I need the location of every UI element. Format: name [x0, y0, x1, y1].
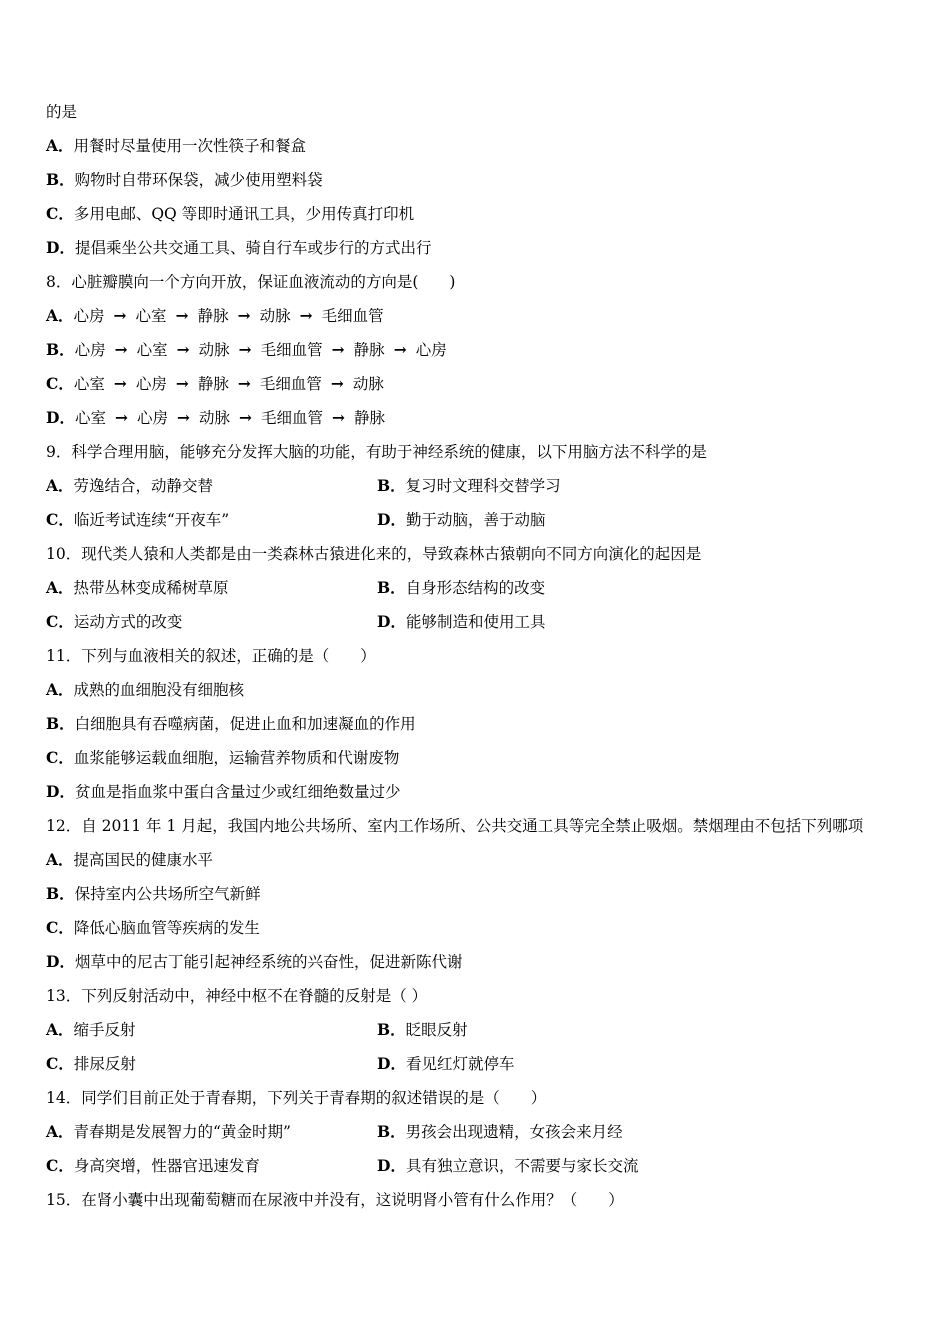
option-label: D．	[377, 510, 406, 529]
question-12-stem: 12．自 2011 年 1 月起，我国内地公共场所、室内工作场所、公共交通工具等完全禁止吸烟。禁烟理由不包括下列哪项	[46, 817, 864, 835]
q13-option-d	[377, 1054, 514, 1074]
flow-step: 心室	[73, 375, 105, 393]
q10-option-b	[377, 578, 545, 598]
option-text: 自身形态结构的改变	[405, 579, 546, 597]
right-arrow-icon: →	[113, 374, 127, 393]
option-label: B．	[46, 340, 75, 359]
right-arrow-icon: →	[237, 306, 251, 325]
right-arrow-icon: →	[331, 340, 345, 359]
flow-step: 心室	[135, 307, 167, 325]
q12-option-a	[46, 850, 213, 870]
option-label: B．	[46, 170, 75, 189]
option-label: A．	[46, 1020, 74, 1039]
flow-step: 心房	[74, 341, 106, 359]
option-label: D．	[377, 612, 406, 631]
q11-option-d	[46, 782, 400, 802]
option-text: 排尿反射	[73, 1055, 136, 1073]
option-label: D．	[46, 952, 75, 971]
q13-option-c	[46, 1054, 136, 1074]
question-13-stem: 13．下列反射活动中，神经中枢不在脊髓的反射是（ ）	[46, 987, 428, 1005]
question-7-continuation: 的是	[46, 103, 78, 121]
flow-step: 静脉	[197, 375, 229, 393]
option-text: 降低心脑血管等疾病的发生	[73, 919, 260, 937]
option-label: B．	[377, 578, 406, 597]
q9-option-a	[46, 476, 213, 496]
q14-option-b	[377, 1122, 623, 1142]
question-11-stem: 11．下列与血液相关的叙述，正确的是（ ）	[46, 647, 376, 665]
q14-option-a	[46, 1122, 291, 1142]
option-label: C．	[46, 1156, 74, 1175]
option-text: 劳逸结合，动静交替	[73, 477, 214, 495]
option-text: 运动方式的改变	[73, 613, 183, 631]
option-text: 贫血是指血浆中蛋白含量过少或红细绝数量过少	[74, 783, 401, 801]
option-label: D．	[46, 408, 75, 427]
flow-step: 心房	[73, 307, 105, 325]
flow-step: 静脉	[353, 341, 385, 359]
q11-option-c	[46, 748, 399, 768]
option-label: D．	[377, 1156, 406, 1175]
right-arrow-icon: →	[175, 374, 189, 393]
option-text: 热带丛林变成稀树草原	[73, 579, 229, 597]
option-label: A．	[46, 1122, 74, 1141]
option-label: C．	[46, 918, 74, 937]
question-14-stem: 14．同学们目前正处于青春期，下列关于青春期的叙述错误的是（ ）	[46, 1089, 547, 1107]
option-label: D．	[377, 1054, 406, 1073]
option-label: C．	[46, 748, 74, 767]
flow-step: 心房	[136, 409, 168, 427]
option-text: 身高突增，性器官迅速发育	[73, 1157, 260, 1175]
q14-option-d	[377, 1156, 638, 1176]
flow-step: 动脉	[259, 307, 291, 325]
option-label: B．	[46, 714, 75, 733]
question-9-stem: 9．科学合理用脑，能够充分发挥大脑的功能，有助于神经系统的健康，以下用脑方法不科学的是	[46, 443, 707, 461]
option-text: 眨眼反射	[405, 1021, 468, 1039]
q10-option-a	[46, 578, 229, 598]
flow-step: 动脉	[198, 409, 230, 427]
right-arrow-icon: →	[238, 340, 252, 359]
option-text: 提倡乘坐公共交通工具、骑自行车或步行的方式出行	[74, 239, 432, 257]
option-text: 多用电邮、QQ 等即时通讯工具，少用传真打印机	[73, 205, 415, 223]
option-text: 购物时自带环保袋，减少使用塑料袋	[74, 171, 323, 189]
option-label: C．	[46, 510, 74, 529]
q13-option-a	[46, 1020, 136, 1040]
option-label: B．	[377, 1122, 406, 1141]
flow-step: 动脉	[352, 375, 384, 393]
option-label: D．	[46, 782, 75, 801]
option-text: 用餐时尽量使用一次性筷子和餐盒	[73, 137, 307, 155]
right-arrow-icon: →	[237, 374, 251, 393]
option-label: C．	[46, 204, 74, 223]
option-text: 保持室内公共场所空气新鲜	[74, 885, 261, 903]
option-label: B．	[377, 1020, 406, 1039]
flow-step: 动脉	[198, 341, 230, 359]
option-label: A．	[46, 850, 74, 869]
option-label: A．	[46, 136, 74, 155]
right-arrow-icon: →	[175, 306, 189, 325]
right-arrow-icon: →	[114, 340, 128, 359]
flow-step: 心室	[74, 409, 106, 427]
q7-option-a	[46, 136, 306, 156]
option-label: C．	[46, 612, 74, 631]
q8-option-d	[46, 408, 385, 428]
option-text: 缩手反射	[73, 1021, 136, 1039]
question-8-stem: 8．心脏瓣膜向一个方向开放，保证血液流动的方向是( )	[46, 273, 456, 291]
option-label: B．	[46, 884, 75, 903]
option-text: 勤于动脑，善于动脑	[405, 511, 546, 529]
option-label: B．	[377, 476, 406, 495]
q10-option-c	[46, 612, 182, 632]
option-text: 成熟的血细胞没有细胞核	[73, 681, 245, 699]
option-label: C．	[46, 1054, 74, 1073]
option-text: 青春期是发展智力的“黄金时期”	[73, 1123, 291, 1141]
question-15-stem: 15．在肾小囊中出现葡萄糖而在尿液中并没有，这说明肾小管有什么作用？（ ）	[46, 1191, 624, 1209]
q8-option-a	[46, 306, 384, 326]
right-arrow-icon: →	[176, 408, 190, 427]
flow-step: 心房	[135, 375, 167, 393]
option-text: 具有独立意识，不需要与家长交流	[405, 1157, 639, 1175]
q12-option-c	[46, 918, 260, 938]
q8-option-b	[46, 340, 447, 360]
flow-step: 心室	[136, 341, 168, 359]
q10-option-d	[377, 612, 545, 632]
right-arrow-icon: →	[393, 340, 407, 359]
option-text: 血浆能够运载血细胞，运输营养物质和代谢废物	[73, 749, 400, 767]
q8-option-c	[46, 374, 384, 394]
flow-step: 毛细血管	[321, 307, 384, 325]
q9-option-d	[377, 510, 545, 530]
option-text: 临近考试连续“开夜车”	[73, 511, 230, 529]
q7-option-d	[46, 238, 431, 258]
question-10-stem: 10．现代类人猿和人类都是由一类森林古猿进化来的，导致森林古猿朝向不同方向演化的起因是	[46, 545, 702, 563]
flow-step: 毛细血管	[260, 341, 323, 359]
option-label: C．	[46, 374, 74, 393]
q9-option-b	[377, 476, 561, 496]
q7-option-c	[46, 204, 414, 224]
option-label: A．	[46, 578, 74, 597]
option-label: D．	[46, 238, 75, 257]
q14-option-c	[46, 1156, 260, 1176]
right-arrow-icon: →	[330, 374, 344, 393]
flow-step: 毛细血管	[259, 375, 322, 393]
flow-step: 静脉	[197, 307, 229, 325]
option-text: 能够制造和使用工具	[405, 613, 546, 631]
flow-step: 毛细血管	[261, 409, 324, 427]
right-arrow-icon: →	[332, 408, 346, 427]
option-text: 复习时文理科交替学习	[405, 477, 561, 495]
option-text: 男孩会出现遗精，女孩会来月经	[405, 1123, 623, 1141]
q11-option-b	[46, 714, 416, 734]
q12-option-d	[46, 952, 462, 972]
option-label: A．	[46, 476, 74, 495]
right-arrow-icon: →	[113, 306, 127, 325]
right-arrow-icon: →	[299, 306, 313, 325]
flow-step: 心房	[415, 341, 447, 359]
option-text: 烟草中的尼古丁能引起神经系统的兴奋性，促进新陈代谢	[74, 953, 463, 971]
option-text: 提高国民的健康水平	[73, 851, 214, 869]
right-arrow-icon: →	[176, 340, 190, 359]
option-label: A．	[46, 680, 74, 699]
right-arrow-icon: →	[114, 408, 128, 427]
q13-option-b	[377, 1020, 468, 1040]
q7-option-b	[46, 170, 323, 190]
q12-option-b	[46, 884, 261, 904]
flow-step: 静脉	[354, 409, 386, 427]
q11-option-a	[46, 680, 244, 700]
right-arrow-icon: →	[239, 408, 252, 427]
q9-option-c	[46, 510, 229, 530]
option-label: A．	[46, 306, 74, 325]
option-text: 白细胞具有吞噬病菌，促进止血和加速凝血的作用	[74, 715, 416, 733]
option-text: 看见红灯就停车	[405, 1055, 515, 1073]
